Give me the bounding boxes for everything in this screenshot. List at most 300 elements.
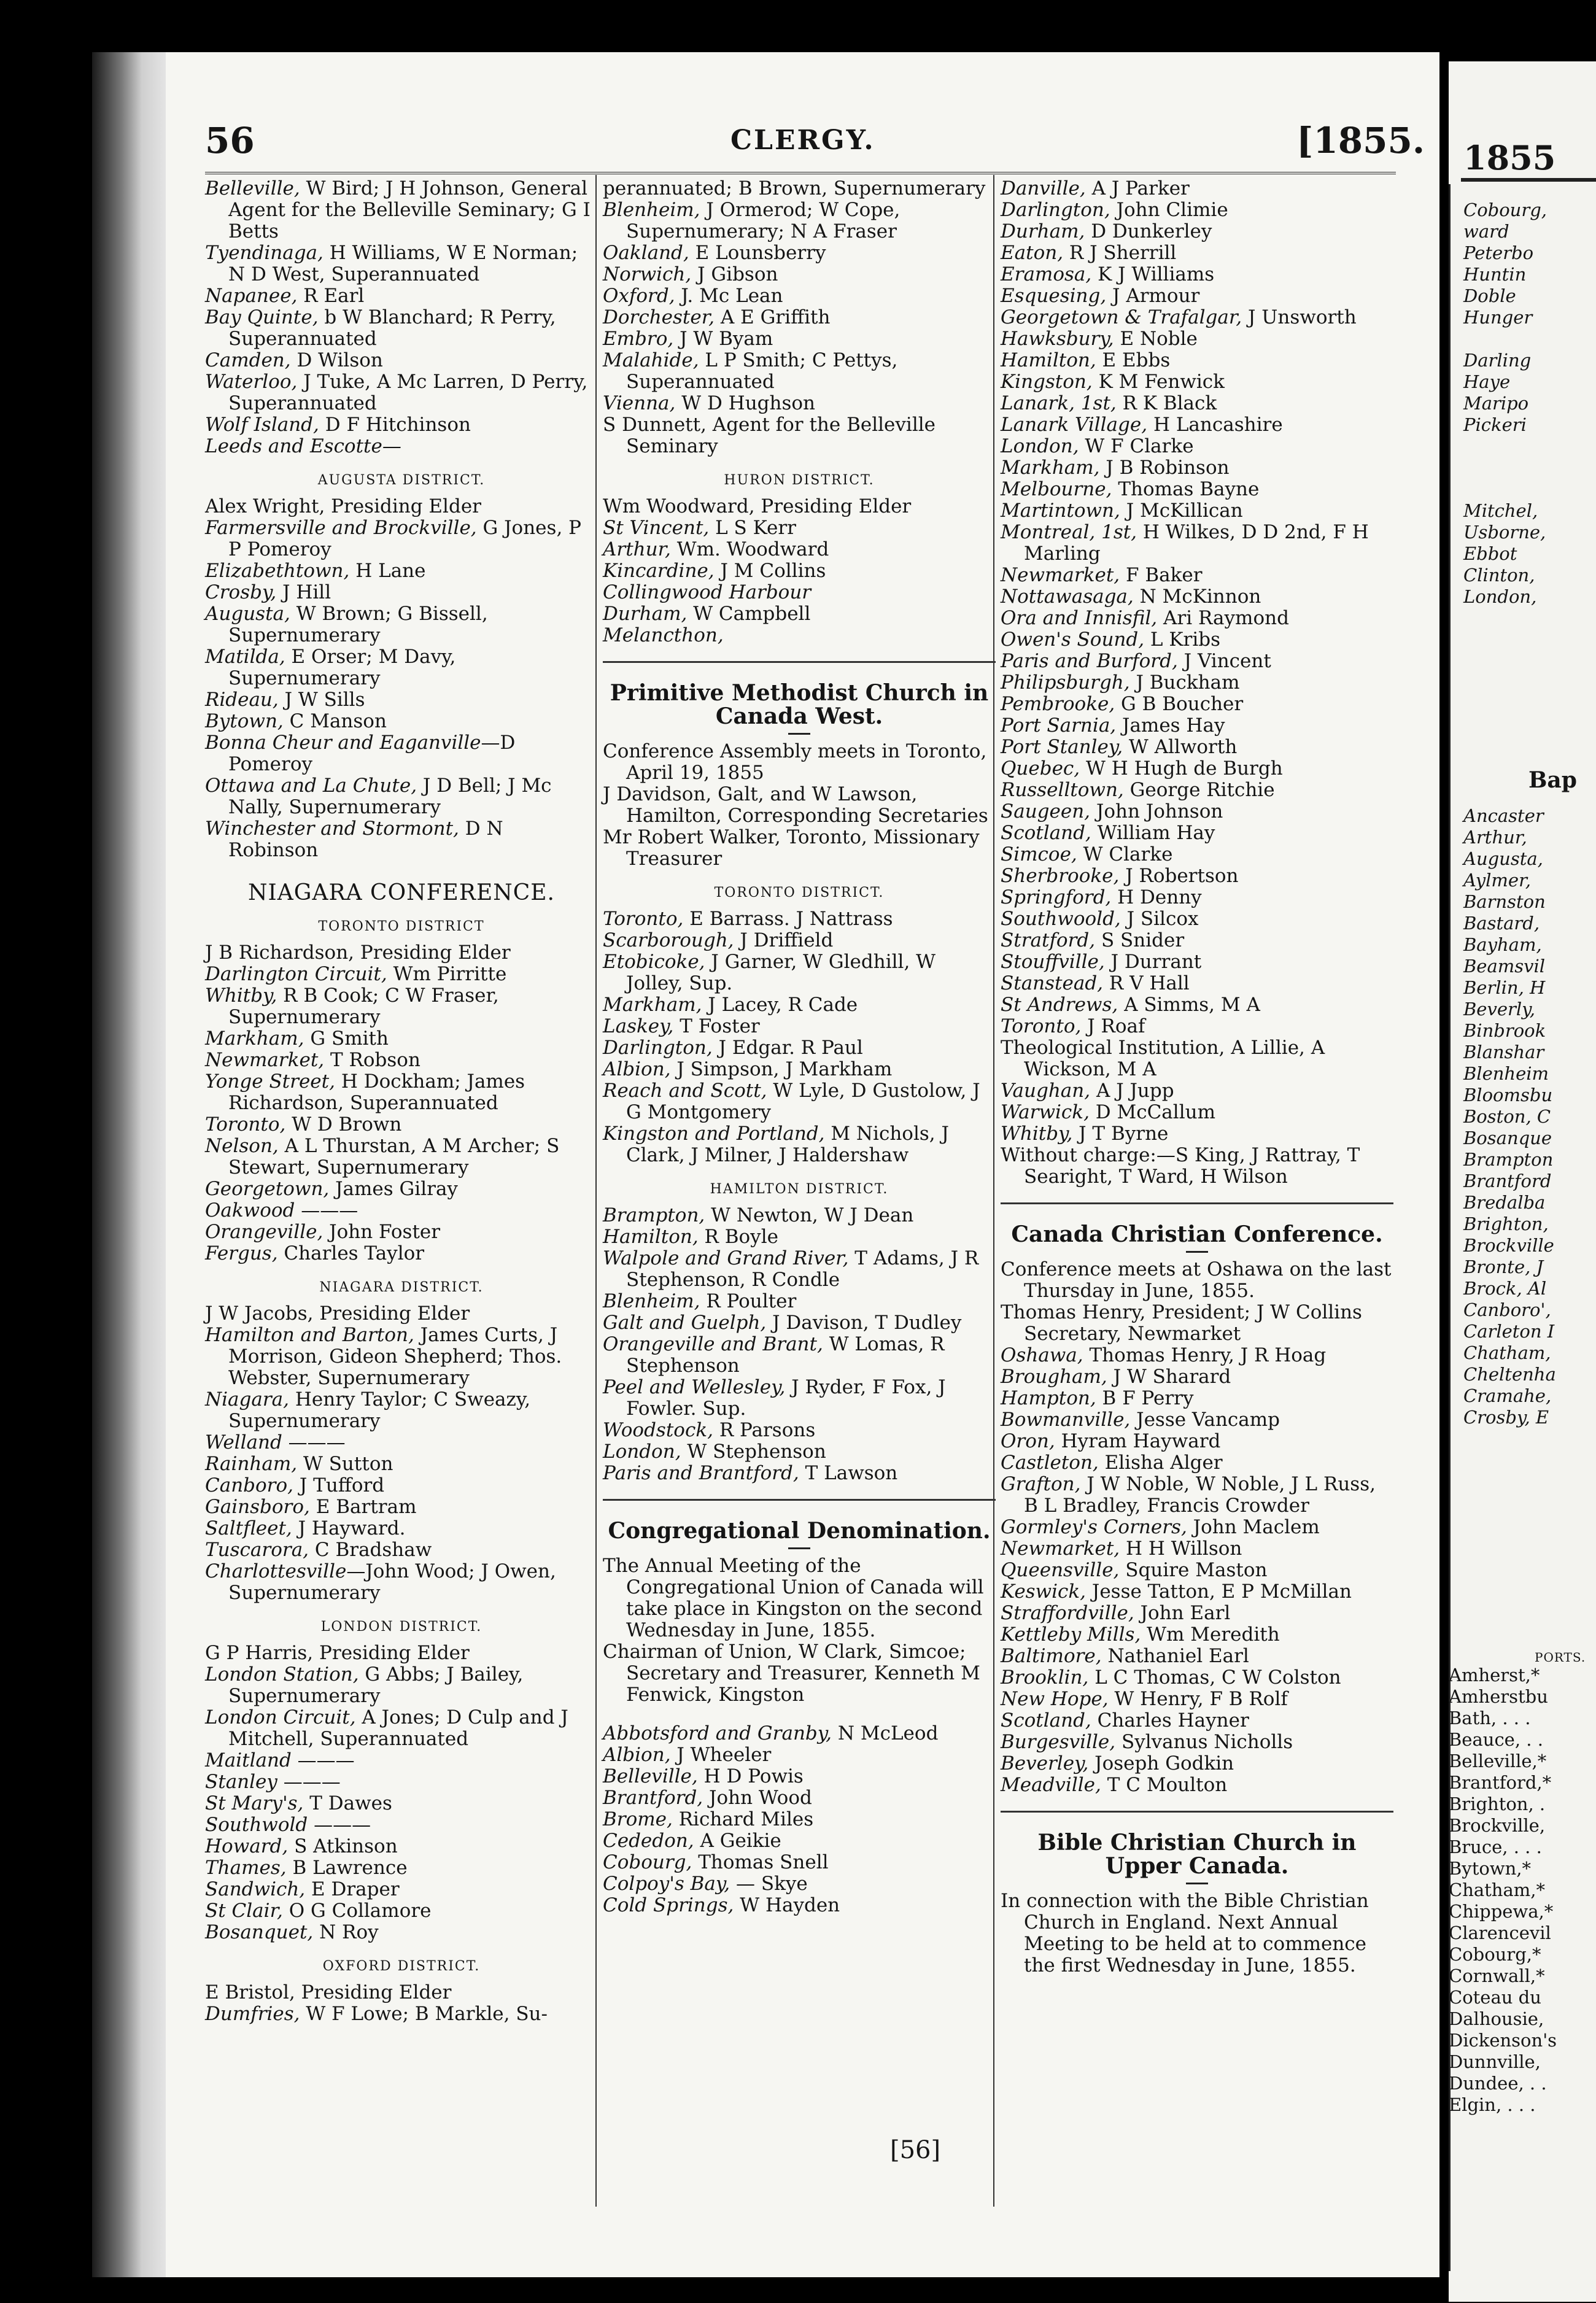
place-name: Fergus, — [205, 1242, 278, 1264]
place-name: Owen's Sound, — [1001, 629, 1145, 651]
directory-entry — [1001, 865, 1393, 887]
entry-text: J T Byrne — [1072, 1123, 1169, 1145]
place-name: Brougham, — [1001, 1366, 1107, 1388]
facing-line: Canboro', — [1463, 1299, 1551, 1320]
entry-text: J. Mc Lean — [675, 285, 783, 307]
entry-text: T Foster — [673, 1015, 760, 1037]
entry-text: Jesse Tatton, E P McMillan — [1086, 1581, 1352, 1603]
entry-text: John Maclem — [1187, 1516, 1320, 1538]
directory-entry — [603, 199, 996, 242]
place-name: Scarborough, — [603, 929, 734, 951]
directory-entry — [1001, 822, 1393, 844]
district-heading: HAMILTON DISTRICT. — [710, 1182, 889, 1197]
facing-line: Hunger — [1463, 307, 1533, 328]
entry-text: W D Brown — [285, 1113, 402, 1136]
entry-text: J W Noble, W Noble, J L Russ, B L Bradley, Francis Crowder — [1024, 1473, 1376, 1517]
place-name: Danville, — [1001, 177, 1086, 199]
place-name: Georgetown, — [205, 1178, 330, 1200]
place-name: Oakwood — [205, 1199, 295, 1221]
header-rule — [205, 172, 1396, 174]
facing-line: Ebbot — [1463, 543, 1517, 564]
place-name: Vienna, — [603, 392, 676, 414]
entry-text: J Hill — [276, 581, 331, 603]
directory-entry — [603, 1312, 996, 1334]
facing-line: Ancaster — [1463, 805, 1544, 826]
facing-line: Cramahe, — [1463, 1385, 1552, 1406]
entry-text: J Robertson — [1119, 865, 1239, 887]
directory-entry — [205, 1050, 598, 1071]
entry-text: T Robson — [324, 1049, 420, 1071]
directory-entry — [603, 1744, 996, 1766]
facing-line: Brock, Al — [1463, 1278, 1547, 1299]
facing-line: Elgin, . . . — [1449, 2094, 1536, 2115]
entry-text: Conference meets at Oshawa on the last Thursday in June, 1855. — [1001, 1258, 1392, 1302]
section-rule — [1001, 1811, 1393, 1813]
facing-list-2 — [1463, 805, 1556, 1428]
directory-entry — [205, 1518, 598, 1539]
heading-dash — [1186, 1883, 1208, 1884]
place-name: Peel and Wellesley, — [603, 1376, 786, 1398]
place-name: Melancthon, — [603, 624, 724, 646]
entry-text: J W Jacobs, Presiding Elder — [205, 1302, 470, 1325]
place-name: Rainham, — [205, 1453, 298, 1475]
place-name: Kincardine, — [603, 560, 715, 582]
district-heading: TORONTO DISTRICT. — [714, 885, 885, 900]
facing-line: Dalhousie, — [1449, 2008, 1544, 2029]
place-name: Springford, — [1001, 886, 1112, 908]
place-name: Orangeville and Brant, — [603, 1333, 823, 1355]
facing-year: 1855 — [1463, 138, 1556, 177]
facing-line: Blenheim — [1463, 1063, 1549, 1084]
directory-entry — [1001, 1689, 1393, 1710]
denomination-heading: Congregational Denomination. — [608, 1518, 991, 1544]
entry-text: J Gibson — [691, 263, 778, 285]
directory-entry — [1001, 1366, 1393, 1388]
facing-line: Crosby, E — [1463, 1407, 1549, 1428]
place-name: St Clair, — [205, 1900, 283, 1922]
facing-line: Boston, C — [1463, 1106, 1551, 1127]
directory-entry — [205, 371, 598, 414]
directory-entry — [205, 436, 598, 457]
entry-text: Alex Wright, Presiding Elder — [205, 495, 481, 517]
place-name: New Hope, — [1001, 1688, 1109, 1710]
facing-line: Clinton, — [1463, 565, 1535, 586]
place-name: Vaughan, — [1001, 1080, 1091, 1102]
directory-entry — [205, 285, 598, 307]
directory-entry — [1001, 1102, 1393, 1123]
page-number: 56 — [205, 120, 255, 161]
place-name: Ottawa and La Chute, — [205, 775, 417, 797]
facing-line: Cornwall,* — [1449, 1965, 1545, 1986]
place-name: Queensville, — [1001, 1559, 1120, 1581]
place-name: Castleton, — [1001, 1452, 1099, 1474]
place-name: Darlington, — [603, 1037, 713, 1059]
facing-line: Augusta, — [1463, 848, 1543, 869]
entry-text: Thomas Henry, President; J W Collins Secretary, Newmarket — [1001, 1301, 1362, 1345]
place-name: London, — [1001, 435, 1079, 457]
facing-line: Beverly, — [1463, 999, 1535, 1020]
directory-entry — [603, 414, 996, 457]
place-name: Oxford, — [603, 285, 675, 307]
directory-entry — [1001, 1646, 1393, 1667]
directory-entry — [603, 625, 996, 646]
directory-entry — [1001, 436, 1393, 457]
directory-entry — [1001, 522, 1393, 565]
directory-entry — [1001, 264, 1393, 285]
facing-line — [1463, 479, 1547, 500]
entry-text: W Sutton — [297, 1453, 393, 1475]
place-name: Elizabethtown, — [205, 560, 350, 582]
directory-entry — [205, 711, 598, 732]
entry-text: Chairman of Union, W Clark, Simcoe; Secretary and Treasurer, Kenneth M Fenwick, Kingston — [603, 1641, 980, 1706]
entry-text: ——— — [291, 1749, 355, 1771]
place-name: Stratford, — [1001, 929, 1096, 951]
directory-entry — [603, 393, 996, 414]
place-name: Howard, — [205, 1835, 289, 1857]
entry-text: R V Hall — [1103, 972, 1190, 994]
entry-text: ——— — [277, 1771, 341, 1793]
place-name: Kingston, — [1001, 371, 1093, 393]
entry-text: R Earl — [297, 285, 365, 307]
district-heading: LONDON DISTRICT. — [320, 1619, 482, 1635]
directory-entry — [603, 539, 996, 560]
entry-text: J Hayward. — [292, 1517, 406, 1539]
place-name: Blenheim, — [603, 199, 700, 221]
place-name: Markham, — [603, 994, 702, 1016]
entry-text: W Stephenson — [681, 1441, 826, 1463]
heading-dash — [1186, 1251, 1208, 1253]
directory-entry — [603, 264, 996, 285]
place-name: Yonge Street, — [205, 1070, 335, 1093]
entry-text: J B Robinson — [1099, 457, 1230, 479]
entry-text: Hyram Hayward — [1055, 1430, 1221, 1452]
facing-line: Maripo — [1463, 393, 1529, 414]
place-name: London Circuit, — [205, 1706, 356, 1728]
entry-text: James Gilray — [329, 1178, 458, 1200]
facing-line: Doble — [1463, 285, 1516, 306]
place-name: Camden, — [205, 349, 291, 371]
entry-text: W Allworth — [1123, 736, 1238, 758]
entry-text: E Noble — [1114, 328, 1198, 350]
directory-entry — [1001, 1474, 1393, 1517]
place-name: Baltimore, — [1001, 1645, 1102, 1667]
entry-text: E Barrass. J Nattrass — [683, 908, 893, 930]
place-name: Sandwich, — [205, 1878, 306, 1900]
entry-text: N Roy — [313, 1921, 379, 1943]
directory-entry — [205, 689, 598, 711]
place-name: Darlington Circuit, — [205, 963, 387, 985]
place-name: Georgetown & Trafalgar, — [1001, 306, 1242, 328]
place-name: Oakland, — [603, 242, 689, 264]
facing-line: Clarencevil — [1449, 1922, 1551, 1943]
directory-entry — [1001, 1624, 1393, 1646]
entry-text: Thomas Henry, J R Hoag — [1083, 1344, 1327, 1366]
directory-entry — [603, 1016, 996, 1037]
place-name: Abbotsford and Granby, — [603, 1722, 832, 1744]
entry-text: E Bartram — [309, 1496, 417, 1518]
directory-entry — [603, 603, 996, 625]
entry-text: K M Fenwick — [1092, 371, 1225, 393]
directory-entry — [205, 1900, 598, 1922]
entry-text: Henry Taylor; C Sweazy, Supernumerary — [228, 1388, 531, 1432]
directory-entry — [1001, 479, 1393, 500]
directory-entry — [603, 908, 996, 930]
place-name: Winchester and Stormont, — [205, 818, 459, 840]
facing-line: Darling — [1463, 350, 1532, 371]
place-name: Southwoold, — [1001, 908, 1121, 930]
place-name: Reach and Scott, — [603, 1080, 767, 1102]
facing-line: Brampton — [1463, 1149, 1554, 1170]
entry-text: T Lawson — [799, 1462, 898, 1484]
entry-text: William Hay — [1091, 822, 1215, 844]
facing-line: Brockville — [1463, 1235, 1554, 1256]
directory-entry — [1001, 780, 1393, 801]
entry-text: J Ormerod; W Cope, Supernumerary; N A Fraser — [626, 199, 901, 242]
place-name: Quebec, — [1001, 757, 1080, 780]
directory-entry — [205, 1750, 598, 1771]
directory-entry — [1001, 758, 1393, 780]
place-name: Sherbrooke, — [1001, 865, 1120, 887]
directory-entry — [205, 1114, 598, 1136]
directory-entry — [205, 1561, 598, 1604]
place-name: Orangeville, — [205, 1221, 323, 1243]
directory-entry — [1001, 457, 1393, 479]
place-name: Nottawasaga, — [1001, 586, 1134, 608]
facing-line: Barnston — [1463, 891, 1546, 912]
running-head: CLERGY. — [730, 125, 875, 156]
place-name: Gainsboro, — [205, 1496, 310, 1518]
facing-line: Beauce, . . — [1449, 1729, 1543, 1750]
facing-line: Cobourg,* — [1449, 1944, 1541, 1965]
place-name: London, — [603, 1441, 681, 1463]
entry-text: S Dunnett, Agent for the Belleville Seminary — [603, 414, 936, 457]
place-name: St Mary's, — [205, 1792, 304, 1814]
place-name: Melbourne, — [1001, 478, 1112, 500]
entry-text: A E Griffith — [715, 306, 831, 328]
facing-line — [1463, 457, 1547, 479]
place-name: Galt and Guelph, — [603, 1312, 767, 1334]
place-name: Dumfries, — [205, 2003, 300, 2025]
directory-entry — [205, 818, 598, 861]
directory-entry — [1001, 908, 1393, 930]
entry-text: J M Collins — [714, 560, 826, 582]
facing-line: Haye — [1463, 371, 1511, 392]
facing-line: Binbrook — [1463, 1020, 1546, 1041]
place-name: Collingwood Harbour — [603, 581, 812, 603]
entry-text: R J Sherrill — [1063, 242, 1177, 264]
place-name: Arthur, — [603, 538, 671, 560]
facing-line: ward — [1463, 221, 1509, 242]
directory-entry — [1001, 1753, 1393, 1775]
directory-entry — [1001, 1037, 1393, 1080]
place-name: Stouffville, — [1001, 951, 1105, 973]
place-name: Montreal, 1st, — [1001, 521, 1137, 543]
entry-text: W F Clarke — [1079, 435, 1194, 457]
entry-text: W D Hughson — [675, 392, 816, 414]
entry-text: Richard Miles — [672, 1808, 814, 1830]
directory-entry — [205, 560, 598, 582]
place-name: Nelson, — [205, 1135, 279, 1157]
place-name: Newmarket, — [1001, 564, 1120, 586]
facing-line: Bytown,* — [1449, 1858, 1532, 1879]
place-name: Port Sarnia, — [1001, 714, 1117, 737]
entry-text: W Hayden — [734, 1894, 840, 1916]
facing-line: Amherst,* — [1449, 1665, 1540, 1686]
entry-text: E Ebbs — [1096, 349, 1171, 371]
directory-entry — [1001, 414, 1393, 436]
entry-text: D McCallum — [1089, 1101, 1215, 1123]
directory-entry — [603, 930, 996, 951]
entry-text: W Lyle, D Gustolow, J G Montgomery — [626, 1080, 980, 1123]
directory-entry — [205, 1643, 598, 1664]
directory-entry — [603, 1723, 996, 1744]
entry-text: Nathaniel Earl — [1101, 1645, 1249, 1667]
directory-entry — [205, 1857, 598, 1879]
place-name: Meadville, — [1001, 1774, 1101, 1796]
directory-entry — [205, 964, 598, 985]
district-heading: NIAGARA DISTRICT. — [319, 1280, 484, 1295]
directory-entry — [205, 1303, 598, 1325]
place-name: Eaton, — [1001, 242, 1064, 264]
facing-rule — [1461, 178, 1596, 182]
entry-text: W Bird; J H Johnson, General Agent for the Belleville Seminary; G I Betts — [228, 177, 591, 242]
entry-text: Jesse Vancamp — [1130, 1409, 1280, 1431]
place-name: Whitby, — [1001, 1123, 1073, 1145]
directory-entry — [205, 1389, 598, 1432]
facing-line: Mitchel, — [1463, 500, 1538, 521]
entry-text: Conference Assembly meets in Toronto, April 19, 1855 — [603, 740, 987, 784]
entry-text: J Garner, W Gledhill, W Jolley, Sup. — [626, 951, 936, 994]
conference-heading: NIAGARA CONFERENCE. — [248, 880, 555, 905]
directory-entry — [603, 784, 996, 827]
directory-entry — [603, 1895, 996, 1916]
directory-entry — [205, 1179, 598, 1200]
entry-text: C Manson — [283, 710, 387, 732]
entry-text: E Lounsberry — [689, 242, 826, 264]
directory-entry — [1001, 307, 1393, 328]
page-footer-number: [56] — [890, 2136, 941, 2164]
directory-entry — [603, 1420, 996, 1441]
entry-text: James Curts, J Morrison, Gideon Shepherd; Thos. Webster, Supernumerary — [228, 1324, 562, 1389]
entry-text: E Bristol, Presiding Elder — [205, 1981, 452, 2003]
directory-entry — [1001, 672, 1393, 694]
entry-text: Mr Robert Walker, Toronto, Missionary Treasurer — [603, 826, 980, 870]
place-name: Cobourg, — [603, 1851, 692, 1873]
entry-text: — Skye — [730, 1873, 808, 1895]
directory-entry — [603, 307, 996, 328]
entry-text: James Hay — [1116, 714, 1225, 737]
heading-dash — [788, 1547, 810, 1549]
directory-entry — [603, 1766, 996, 1787]
place-name: Napanee, — [205, 285, 298, 307]
directory-entry — [1001, 1538, 1393, 1560]
facing-line: Carleton I — [1463, 1321, 1555, 1342]
entry-text: J Roaf — [1081, 1015, 1145, 1037]
directory-entry — [603, 1080, 996, 1123]
place-name: Brampton, — [603, 1204, 705, 1226]
entry-text: A Jones; D Culp and J Mitchell, Superannuated — [228, 1706, 568, 1750]
entry-text: —D Pomeroy — [228, 732, 516, 775]
directory-entry — [205, 1136, 598, 1179]
entry-text: N McKinnon — [1133, 586, 1261, 608]
place-name: Blenheim, — [603, 1290, 700, 1312]
entry-text: R Poulter — [700, 1290, 797, 1312]
facing-line: Chatham, — [1463, 1342, 1551, 1363]
entry-text: A L Thurstan, A M Archer; S Stewart, Supernumerary — [228, 1135, 560, 1179]
entry-text: J Lacey, R Cade — [702, 994, 858, 1016]
place-name: Laskey, — [603, 1015, 674, 1037]
district-heading: AUGUSTA DISTRICT. — [317, 473, 486, 488]
entry-text: J Unsworth — [1242, 306, 1357, 328]
book-spine — [92, 52, 175, 2277]
place-name: Albion, — [603, 1058, 671, 1080]
facing-line: Dickenson's — [1449, 2030, 1557, 2051]
facing-line: Cheltenha — [1463, 1364, 1556, 1385]
entry-text: b W Blanchard; R Perry, Superannuated — [228, 306, 556, 350]
directory-entry — [1001, 199, 1393, 221]
place-name: Port Stanley, — [1001, 736, 1123, 758]
entry-text: D Dunkerley — [1085, 220, 1212, 242]
directory-entry — [1001, 328, 1393, 350]
entry-text: J W Byam — [673, 328, 773, 350]
directory-entry — [603, 1463, 996, 1484]
directory-entry — [1001, 1667, 1393, 1689]
directory-entry — [603, 1787, 996, 1809]
directory-entry — [1001, 1517, 1393, 1538]
directory-entry — [1001, 737, 1393, 758]
section-rule — [603, 661, 996, 663]
place-name: Bonna Cheur and Eaganville — [205, 732, 481, 754]
entry-text: H Lancashire — [1147, 414, 1283, 436]
place-name: London Station, — [205, 1663, 359, 1686]
directory-entry — [603, 496, 996, 517]
place-name: Leeds and Escotte— — [205, 435, 401, 457]
place-name: Tyendinaga, — [205, 242, 323, 264]
entry-text: J McKillican — [1120, 500, 1243, 522]
entry-text: —John Wood; J Owen, Supernumerary — [228, 1560, 556, 1604]
entry-text: J Davison, T Dudley — [766, 1312, 962, 1334]
entry-text: ——— — [295, 1199, 358, 1221]
directory-entry — [1001, 629, 1393, 651]
facing-page — [1449, 61, 1596, 2302]
column-2 — [603, 178, 996, 1916]
entry-text: J B Richardson, Presiding Elder — [205, 942, 511, 964]
directory-entry — [1001, 1732, 1393, 1753]
facing-line: Bloomsbu — [1463, 1085, 1553, 1105]
place-name: Bytown, — [205, 710, 284, 732]
place-name: Malahide, — [603, 349, 699, 371]
place-name: Martintown, — [1001, 500, 1120, 522]
directory-entry — [1001, 1259, 1393, 1302]
directory-entry — [205, 1922, 598, 1943]
entry-text: J Ryder, F Fox, J Fowler. Sup. — [626, 1376, 946, 1420]
directory-entry — [1001, 1431, 1393, 1452]
directory-entry — [1001, 994, 1393, 1016]
place-name: Saltfleet, — [205, 1517, 292, 1539]
place-name: Belleville, — [205, 177, 300, 199]
directory-entry — [205, 350, 598, 371]
entry-text: Squire Maston — [1119, 1559, 1268, 1581]
entry-text: perannuated; B Brown, Supernumerary — [603, 177, 986, 199]
place-name: Embro, — [603, 328, 674, 350]
directory-entry — [1001, 1080, 1393, 1102]
directory-entry — [205, 1453, 598, 1475]
directory-entry — [603, 285, 996, 307]
directory-entry — [1001, 930, 1393, 951]
directory-entry — [1001, 350, 1393, 371]
place-name: Cold Springs, — [603, 1894, 734, 1916]
entry-text: O G Collamore — [282, 1900, 432, 1922]
